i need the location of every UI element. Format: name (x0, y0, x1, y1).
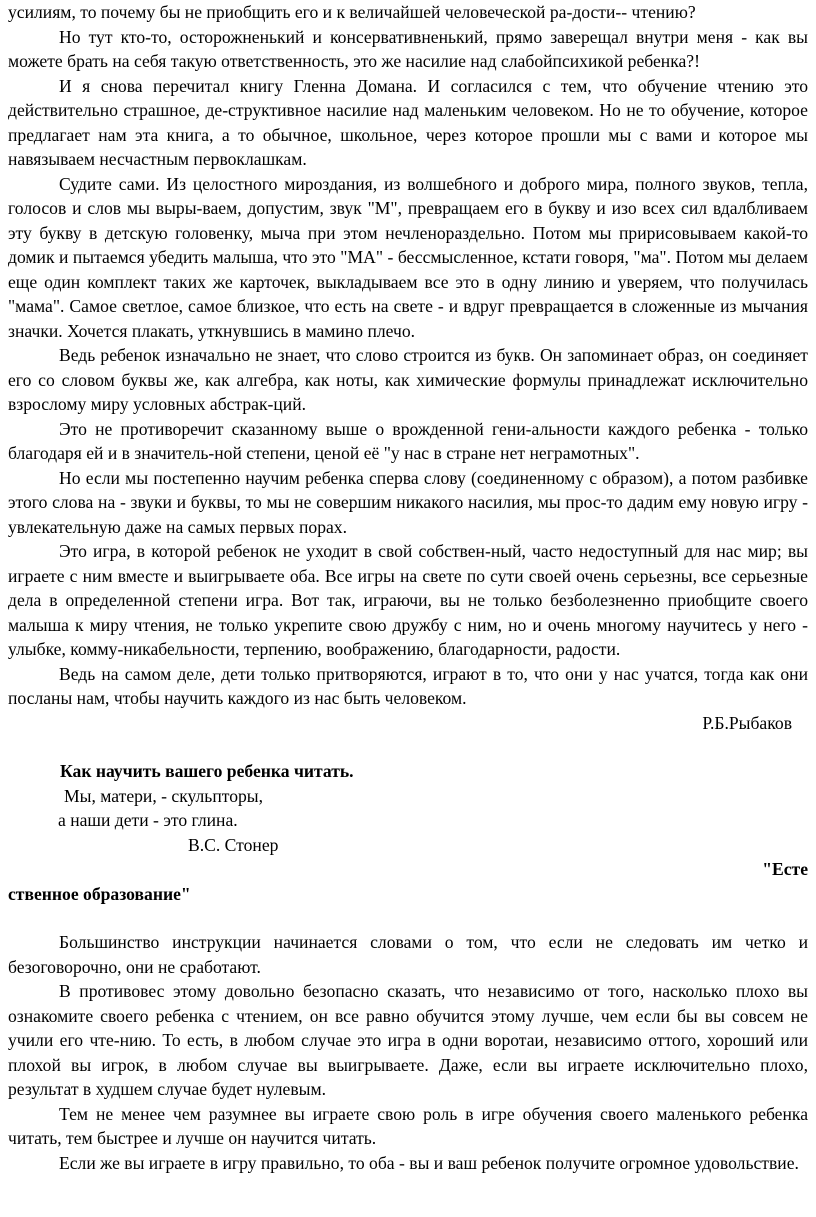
paragraph: И я снова перечитал книгу Гленна Домана. И согласился с тем, что обучение чтению это действительно страшное, де-структивное насилие над маленьким человеком. Но не то обучение, которое предлагает нам эта книга, а то обычное, школьное, через которое прошли мы с вами и которое мы навязываем несчастным первоклашкам. (8, 75, 808, 169)
spacer (8, 735, 808, 759)
paragraph: Это игра, в которой ребенок не уходит в свой собствен-ный, часто недоступный для нас мир; вы играете с ним вместе и выигрываете оба. Все игры на свете по сути своей очень серьезны, все серьезные дела в определенной степени игра. Вот так, играючи, вы не только безболезненно приобщите своего малыша к миру чтения, не только укрепите свою дружбу с ним, но и очень многому научитесь у него - улыбке, комму-никабельности, терпению, воображению, благодарности, радости. (8, 541, 808, 659)
subheading-part: ственное образование" (8, 883, 191, 904)
paragraph: Большинство инструкции начинается словами о том, что если не следовать им четко и безоговорочно, они не сработают. (8, 932, 808, 977)
section-heading: Как научить вашего ребенка читать. (60, 761, 354, 781)
paragraph: Судите сами. Из целостного мироздания, из волшебного и доброго мира, полного звуков, тепла, голосов и слов мы выры-ваем, допустим, звук "М", превращаем его в букву и изо всех сил вдалбливаем эту букву в детскую головенку, мыча при этом нечленораздельно. Потом мы пририсовываем какой-то домик и пытаемся убедить малыша, что это "МА" - бессмысленное, кстати говоря, "ма". Потом мы делаем еще один комплект таких же карточек, выкладываем все это в одну линию и уверяем, что получилась "мама". Самое светлое, самое близкое, что есть на свете - и вдруг превращается в сложенные из мычания значки. Хочется плакать, уткнувшись в мамино плечо. (8, 173, 808, 341)
paragraph-continuation: усилиям, то почему бы не приобщить его и к величайшей человеческой ра-дости-- чтению? (8, 2, 696, 22)
subheading-part: "Есте (762, 859, 808, 879)
paragraph: Но если мы постепенно научим ребенка сперва слову (соединенному с образом), а потом разбивке этого слова на - звуки и буквы, то мы не совершим никакого насилия, мы прос-то дадим ему новую игру - увлекательную даже на самых первых порах. (8, 467, 808, 537)
paragraph: Ведь на самом деле, дети только притворяются, играют в то, что они у нас учатся, тогда как они посланы нам, чтобы научить каждого из нас быть человеком. (8, 663, 808, 708)
author-signature: Р.Б.Рыбаков (702, 712, 792, 733)
spacer (8, 906, 808, 930)
paragraph: Тем не менее чем разумнее вы играете свою роль в игре обучения своего маленького ребенка читать, тем быстрее и лучше он научится читать. (8, 1103, 808, 1148)
paragraph: Ведь ребенок изначально не знает, что слово строится из букв. Он запоминает образ, он соединяет его со словом буквы же, как алгебра, как ноты, как химические формулы принадлежат исключительно взрослому миру условных абстрак-ций. (8, 345, 808, 414)
epigraph-author: В.С. Стонер (188, 834, 279, 855)
epigraph-line: а наши дети - это глина. (58, 810, 238, 830)
epigraph-line: Мы, матери, - скульпторы, (64, 785, 264, 806)
paragraph: Это не противоречит сказанному выше о врожденной гени-альности каждого ребенка - только благодаря ей и в значитель-ной степени, ценой её "у нас в стране нет неграмотных". (8, 418, 808, 463)
paragraph: Но тут кто-то, осторожненький и консервативненький, прямо заверещал внутри меня - как вы можете брать на себя такую ответственность, это же насилие над слабойпсихикой ребенка?! (8, 26, 808, 71)
paragraph: В противовес этому довольно безопасно сказать, что независимо от того, насколько плохо вы ознакомите своего ребенка с чтением, он все равно обучится этому лучше, чем если бы вы совсем не учили его чте-нию. То есть, в любом случае это игра в одни воротаи, независимо оттого, хороший или плохой вы игрок, в любом случае вы выигрываете. Даже, если вы играете исключительно плохо, результат в худшем случае будет нулевым. (8, 981, 808, 1099)
document-page (8, 0, 808, 1175)
paragraph: Если же вы играете в игру правильно, то оба - вы и ваш ребенок получите огромное удовольствие. (59, 1152, 799, 1173)
